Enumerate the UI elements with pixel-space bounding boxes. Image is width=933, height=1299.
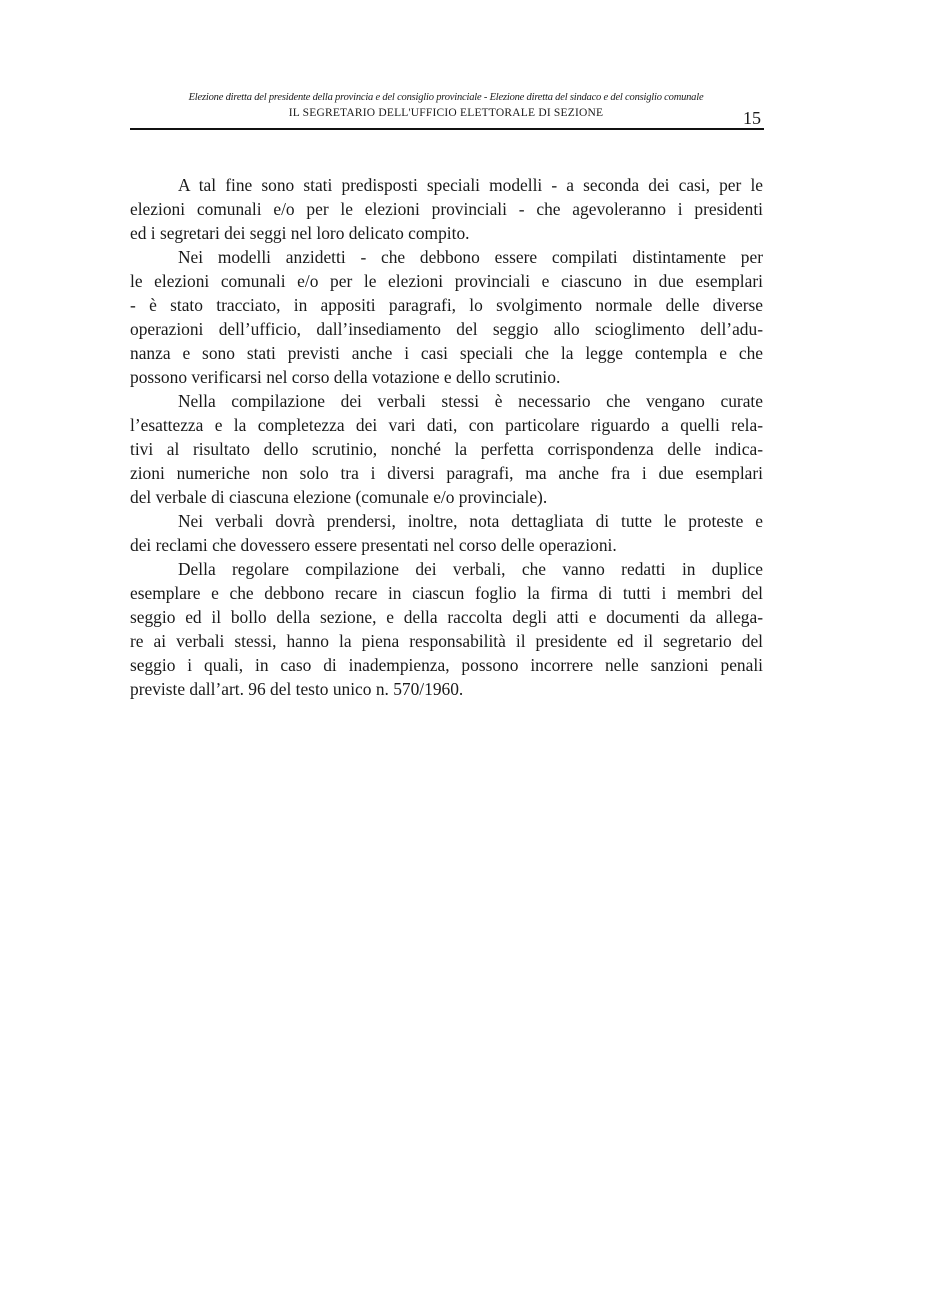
running-title: Elezione diretta del presidente della provincia e del consiglio provinciale - Elezione diretta del sindaco e del consiglio comunale: [188, 92, 704, 103]
paragraph: [130, 557, 763, 701]
text-line: del verbale di ciascuna elezione (comunale e/o provinciale).: [130, 487, 548, 507]
header-rule: [130, 128, 764, 130]
text-line: previste dall’art. 96 del testo unico n. 570/1960.: [130, 679, 464, 699]
text-line: Nei verbali dovrà prendersi, inoltre, nota dettagliata di tutte le proteste e: [178, 511, 763, 531]
text-line: elezioni comunali e/o per le elezioni provinciali - che agevoleranno i presidenti: [130, 199, 763, 219]
text-line: ed i segretari dei seggi nel loro delicato compito.: [130, 223, 470, 243]
paragraph: [130, 173, 763, 245]
text-line: Nella compilazione dei verbali stessi è necessario che vengano curate: [178, 391, 763, 411]
text-line: possono verificarsi nel corso della votazione e dello scrutinio.: [130, 367, 561, 387]
text-line: seggio i quali, in caso di inadempienza, possono incorrere nelle sanzioni penali: [130, 655, 763, 675]
text-line: - è stato tracciato, in appositi paragrafi, lo svolgimento normale delle diverse: [130, 295, 763, 315]
paragraph: [130, 389, 763, 509]
text-line: le elezioni comunali e/o per le elezioni provinciali e ciascuno in due esemplari: [130, 271, 763, 291]
page-number: 15: [743, 108, 761, 128]
text-line: operazioni dell’ufficio, dall’insediamento del seggio allo scioglimento dell’adu-: [130, 319, 763, 339]
text-line: esemplare e che debbono recare in ciascun foglio la firma di tutti i membri del: [130, 583, 763, 603]
text-line: re ai verbali stessi, hanno la piena responsabilità il presidente ed il segretario del: [130, 631, 763, 651]
text-line: zioni numeriche non solo tra i diversi paragrafi, ma anche fra i due esemplari: [130, 463, 763, 483]
text-line: seggio ed il bollo della sezione, e della raccolta degli atti e documenti da allega-: [130, 607, 763, 627]
text-line: l’esattezza e la completezza dei vari dati, con particolare riguardo a quelli rela-: [130, 415, 763, 435]
body-text: [130, 173, 763, 701]
section-title: IL SEGRETARIO DELL'UFFICIO ELETTORALE DI SEZIONE: [288, 107, 604, 119]
text-line: nanza e sono stati previsti anche i casi speciali che la legge contempla e che: [130, 343, 763, 363]
paragraph: [130, 245, 763, 389]
text-line: Della regolare compilazione dei verbali, che vanno redatti in duplice: [178, 559, 763, 579]
text-line: Nei modelli anzidetti - che debbono essere compilati distintamente per: [178, 247, 763, 267]
paragraph: [130, 509, 763, 557]
text-line: A tal fine sono stati predisposti speciali modelli - a seconda dei casi, per le: [178, 175, 763, 195]
text-line: tivi al risultato dello scrutinio, nonché la perfetta corrispondenza delle indica-: [130, 439, 763, 459]
text-line: dei reclami che dovessero essere presentati nel corso delle operazioni.: [130, 535, 617, 555]
